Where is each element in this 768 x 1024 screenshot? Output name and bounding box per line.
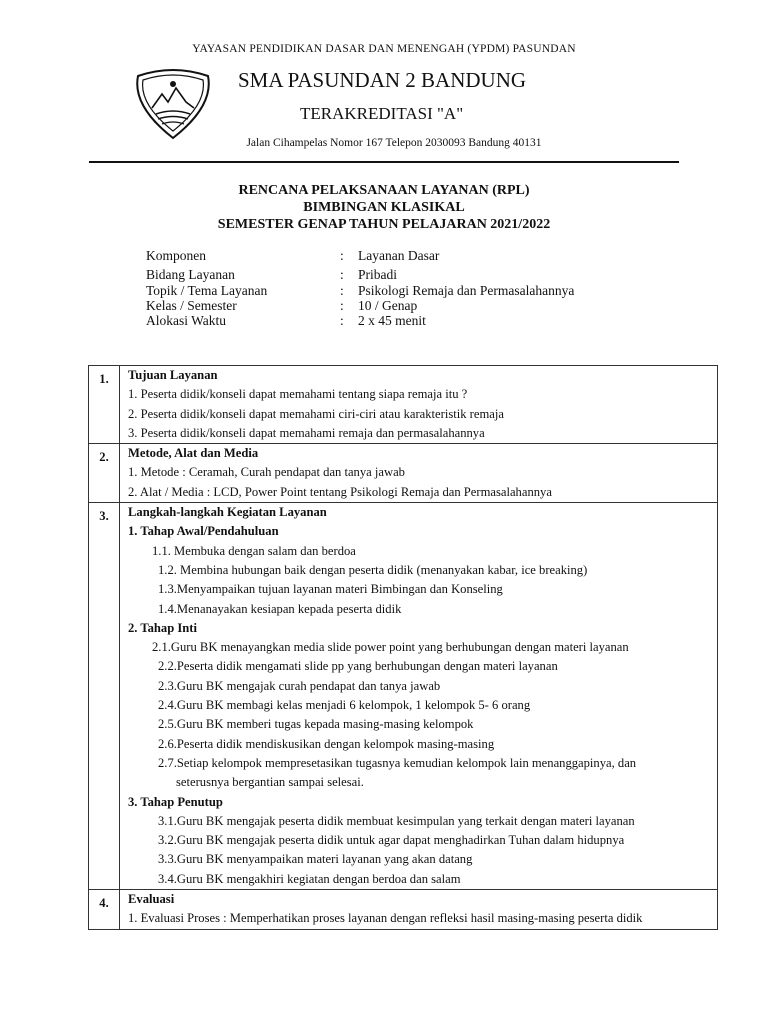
info-row-alokasi	[146, 313, 574, 328]
section-number: 1.	[89, 366, 120, 444]
section-number: 2.	[89, 444, 120, 503]
step-item: 3.3.Guru BK menyampaikan materi layanan yang akan datang	[158, 852, 473, 867]
step-item: 3.4.Guru BK mengakhiri kegiatan dengan berdoa dan salam	[158, 871, 461, 886]
info-value: 2 x 45 menit	[358, 313, 426, 329]
info-separator: :	[340, 248, 344, 263]
step-item: 1.4.Menanayakan kesiapan kepada peserta didik	[158, 601, 402, 616]
step-item: 1.2. Membina hubungan baik dengan peserta didik (menanyakan kabar, ice breaking)	[158, 562, 588, 577]
list-item: 2. Alat / Media : LCD, Power Point tentang Psikologi Remaja dan Permasalahannya	[128, 484, 552, 499]
section-heading: Tujuan Layanan	[128, 368, 218, 382]
section-heading: Metode, Alat dan Media	[128, 446, 259, 461]
step-item: 2.1.Guru BK menayangkan media slide power point yang berhubungan dengan materi layanan	[152, 640, 629, 655]
info-separator: :	[340, 267, 344, 283]
accreditation: TERAKREDITASI "A"	[300, 104, 464, 123]
info-separator: :	[340, 313, 344, 329]
phase-title: 2. Tahap Inti	[128, 620, 197, 635]
section-row-metode	[89, 444, 718, 503]
school-logo-seal	[132, 66, 214, 140]
school-name: SMA PASUNDAN 2 BANDUNG	[238, 68, 527, 92]
info-label: Alokasi Waktu	[146, 313, 227, 329]
info-row-bidang	[146, 267, 574, 282]
list-item: 1. Metode : Ceramah, Curah pendapat dan tanya jawab	[128, 465, 405, 480]
step-item: 2.7.Setiap kelompok mempresetasikan tugasnya kemudian kelompok lain menanggapinya, dan	[158, 755, 637, 770]
step-item: 2.5.Guru BK memberi tugas kepada masing-masing kelompok	[158, 717, 474, 732]
info-row-kelas	[146, 298, 574, 313]
info-label: Bidang Layanan	[146, 267, 235, 283]
list-item: 3. Peserta didik/konseli dapat memahami remaja dan permasalahannya	[128, 425, 485, 440]
info-value: Layanan Dasar	[358, 248, 440, 263]
step-item: 2.2.Peserta didik mengamati slide pp yang berhubungan dengan materi layanan	[158, 659, 558, 674]
foundation-name: YAYASAN PENDIDIKAN DASAR DAN MENENGAH (YPDM) PASUNDAN	[192, 43, 576, 55]
section-row-tujuan	[89, 366, 718, 444]
info-separator: :	[340, 282, 344, 298]
info-value: 10 / Genap	[358, 297, 418, 313]
step-item-continuation: seterusnya bergantian sampai selesai.	[176, 775, 364, 790]
step-item: 2.3.Guru BK mengajak curah pendapat dan tanya jawab	[158, 678, 441, 693]
step-item: 1.3.Menyampaikan tujuan layanan materi Bimbingan dan Konseling	[158, 582, 503, 597]
section-content	[120, 366, 718, 444]
info-separator: :	[340, 297, 344, 313]
section-content	[120, 890, 718, 930]
step-item: 2.6.Peserta didik mendiskusikan dengan kelompok masing-masing	[158, 736, 495, 751]
section-heading: Evaluasi	[128, 892, 175, 907]
list-item: 1. Evaluasi Proses : Memperhatikan proses layanan dengan refleksi hasil masing-masing peserta didik	[128, 911, 643, 926]
list-item: 1. Peserta didik/konseli dapat memahami tentang siapa remaja itu ?	[128, 387, 468, 402]
letterhead-divider	[89, 161, 679, 163]
step-item: 3.1.Guru BK mengajak peserta didik membuat kesimpulan yang terkait dengan materi layanan	[158, 813, 635, 828]
section-row-evaluasi	[89, 890, 718, 930]
school-seal-icon	[132, 66, 214, 140]
rpl-table	[88, 365, 718, 930]
document-title-line3: SEMESTER GENAP TAHUN PELAJARAN 2021/2022	[217, 217, 551, 232]
step-item: 3.2.Guru BK mengajak peserta didik untuk agar dapat menghadirkan Tuhan dalam hidupnya	[158, 833, 625, 848]
section-content	[120, 444, 718, 503]
document-title-line1: RENCANA PELAKSANAAN LAYANAN (RPL)	[238, 183, 530, 198]
section-row-langkah	[89, 503, 718, 890]
info-value: Pribadi	[358, 267, 397, 283]
phase-title: 1. Tahap Awal/Pendahuluan	[128, 524, 279, 539]
info-label: Komponen	[146, 248, 206, 263]
section-heading: Langkah-langkah Kegiatan Layanan	[128, 505, 327, 520]
phase-title: 3. Tahap Penutup	[128, 794, 223, 809]
document-title-line2: BIMBINGAN KLASIKAL	[303, 200, 465, 215]
info-value: Psikologi Remaja dan Permasalahannya	[358, 282, 575, 298]
section-number: 3.	[89, 503, 120, 890]
list-item: 2. Peserta didik/konseli dapat memahami ciri-ciri atau karakteristik remaja	[128, 406, 504, 421]
school-address: Jalan Cihampelas Nomor 167 Telepon 2030093 Bandung 40131	[246, 137, 542, 149]
step-item: 2.4.Guru BK membagi kelas menjadi 6 kelompok, 1 kelompok 5- 6 orang	[158, 698, 531, 713]
section-number: 4.	[89, 890, 120, 930]
section-content	[120, 503, 718, 890]
info-row-topik	[146, 283, 574, 298]
info-label: Topik / Tema Layanan	[146, 282, 268, 298]
step-item: 1.1. Membuka dengan salam dan berdoa	[152, 543, 356, 558]
info-row-komponen	[146, 248, 574, 263]
info-label: Kelas / Semester	[146, 297, 237, 313]
info-block	[146, 248, 574, 328]
